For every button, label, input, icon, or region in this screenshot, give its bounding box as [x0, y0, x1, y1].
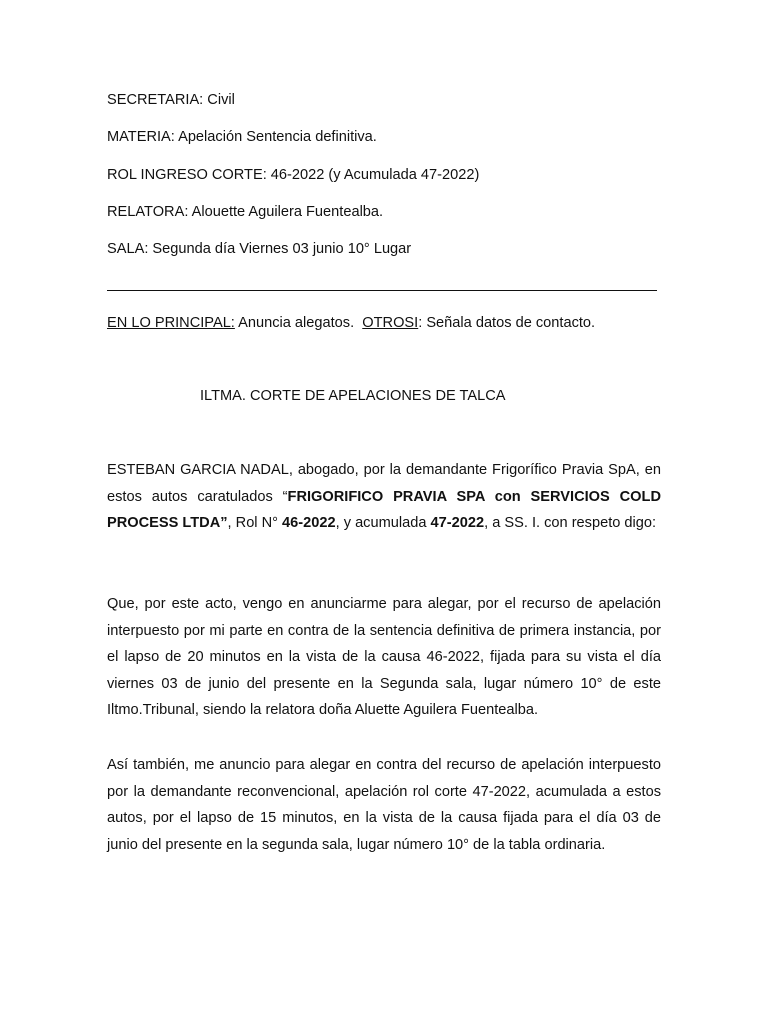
sala-line: SALA: Segunda día Viernes 03 junio 10° Lugar [107, 241, 412, 257]
principal-text: Anuncia alegatos. [234, 315, 363, 331]
otrosi-label: OTROSI [362, 315, 419, 331]
document-page [107, 0, 661, 1024]
relatora-line: RELATORA: Alouette Aguilera Fuentealba. [107, 204, 384, 220]
p1-text-2: , Rol N° [227, 515, 283, 532]
p1-text-3: , y acumulada [335, 515, 431, 532]
p1-rol-number: 46-2022 [282, 515, 336, 532]
p1-text-1: ESTEBAN GARCIA NADAL, abogado, por la demandante Frigorífico Pravia SpA, en estos autos caratulados “ [107, 462, 661, 505]
paragraph-counter-appeal: Así también, me anuncio para alegar en contra del recurso de apelación interpuesto por la demandante reconvencional, apelación rol corte 47-2022, acumulada a estos autos, por el lapso de 15 minutos, en la vista de la causa fijada para el día 03 de junio del presente en la segunda sala, lugar número 10° de la tabla ordinaria. [107, 757, 661, 853]
summary-line [107, 314, 595, 332]
materia-line: MATERIA: Apelación Sentencia definitiva. [107, 129, 377, 145]
paragraph-intro [107, 457, 661, 537]
paragraph-announcement: Que, por este acto, vengo en anunciarme para alegar, por el recurso de apelación interpuesto por mi parte en contra de la sentencia definitiva de primera instancia, por el lapso de 20 minutos en la vista de la causa 46-2022, fijada para su vista el día viernes 03 de junio del presente en la Segunda sala, lugar número 10° de este Iltmo.Tribunal, siendo la relatora doña Aluette Aguilera Fuentealba. [107, 596, 661, 719]
p1-accumulated-number: 47-2022 [430, 515, 485, 532]
otrosi-text: : Señala datos de contacto. [418, 315, 596, 331]
addressee-title: ILTMA. CORTE DE APELACIONES DE TALCA [200, 388, 506, 404]
secretaria-line: SECRETARIA: Civil [107, 92, 235, 108]
p1-case-name: FRIGORIFICO PRAVIA SPA con SERVICIOS COLD PROCESS LTDA” [107, 488, 661, 532]
separator-rule [107, 290, 657, 291]
principal-label: EN LO PRINCIPAL: [107, 315, 235, 331]
p1-text-4: , a SS. I. con respeto digo: [484, 515, 657, 532]
rol-line: ROL INGRESO CORTE: 46-2022 (y Acumulada 47-2022) [107, 167, 480, 183]
